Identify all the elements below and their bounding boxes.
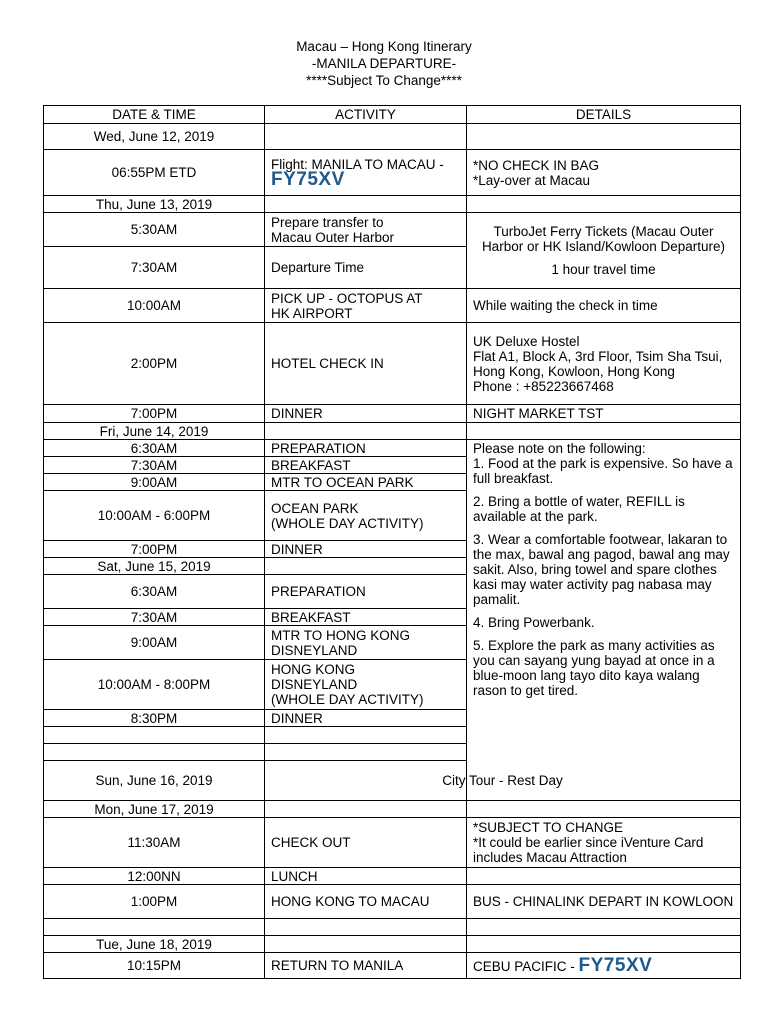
details-cell [467,868,741,885]
column-header-date-time: DATE & TIME [44,106,265,124]
park-notes-cell [467,440,741,801]
date-cell: Mon, June 17, 2019 [44,801,265,818]
park-notes-intro: Please note on the following: [473,441,646,456]
empty-cell [44,744,265,761]
flight-code: FY75XV [578,954,653,976]
ferry-tickets-text: TurboJet Ferry Tickets (Macau Outer Harbor or HK Island/Kowloon Departure) [481,224,726,254]
activity-cell [265,423,467,440]
activity-cell: PICK UP - OCTOPUS AT HK AIRPORT [265,289,467,323]
empty-cell [265,744,467,761]
activity-cell: HONG KONG TO MACAU [265,885,467,919]
hotel-phone: Phone : +85223667468 [473,378,614,394]
activity-cell: RETURN TO MANILA [265,953,467,979]
airline-text: CEBU PACIFIC - [473,958,575,974]
hotel-name: UK Deluxe Hostel [473,333,580,349]
table-row [44,213,741,247]
time-cell: 10:15PM [44,953,265,979]
document-subtitle: -MANILA DEPARTURE- [311,56,457,71]
date-cell: Thu, June 13, 2019 [44,196,265,213]
detail-line: *NO CHECK IN BAG [473,157,600,173]
flight-route-text: Flight: MANILA TO MACAU - [271,157,444,172]
empty-cell [44,727,265,744]
time-cell: 10:00AM - 8:00PM [44,660,265,710]
table-header-row [44,106,741,124]
activity-cell [265,124,467,150]
park-note-item: 3. Wear a comfortable footwear, lakaran to the max, bawal ang pagod, bawal ang may sakit. Also, bring towel and spare clothes kasi may water activity pag nabasa may pamalit. [473,532,730,607]
details-cell [467,423,741,440]
activity-cell: MTR TO OCEAN PARK [265,474,467,491]
ferry-details-cell [467,213,741,289]
activity-cell [265,196,467,213]
table-row [44,440,741,457]
details-cell [467,801,741,818]
table-row [44,919,741,936]
activity-cell: MTR TO HONG KONG DISNEYLAND [265,626,467,660]
activity-cell: PREPARATION [265,440,467,457]
table-row [44,323,741,405]
details-cell: NIGHT MARKET TST [467,405,741,423]
time-cell: 6:30AM [44,440,265,457]
details-cell [467,953,741,979]
activity-cell: DINNER [265,541,467,558]
time-cell: 5:30AM [44,213,265,247]
time-cell: 6:30AM [44,575,265,609]
park-note-item: 4. Bring Powerbank. [473,615,595,630]
details-cell [467,124,741,150]
subject-to-change-note: ****Subject To Change**** [306,73,462,88]
empty-cell [467,919,741,936]
table-row [44,818,741,868]
details-cell: While waiting the check in time [467,289,741,323]
hotel-address: Flat A1, Block A, 3rd Floor, Tsim Sha Tsui, Hong Kong, Kowloon, Hong Kong [473,348,723,379]
itinerary-table [43,105,741,979]
activity-cell: OCEAN PARK (WHOLE DAY ACTIVITY) [265,491,467,541]
activity-cell: DINNER [265,710,467,727]
column-header-activity: ACTIVITY [265,106,467,124]
activity-cell: LUNCH [265,868,467,885]
park-note-item: 5. Explore the park as many activities as you can sayang yung bayad at once in a blue-moon lang tayo dito kaya walang rason to get tired. [473,638,715,698]
empty-cell [265,727,467,744]
activity-cell: Departure Time [265,247,467,289]
time-cell: 11:30AM [44,818,265,868]
table-row [44,196,741,213]
date-cell: Sun, June 16, 2019 [44,761,265,801]
detail-line: *Lay-over at Macau [473,172,591,188]
time-cell: 8:30PM [44,710,265,727]
empty-cell [265,919,467,936]
document-title: Macau – Hong Kong Itinerary [296,39,472,54]
rest-day-cell: City Tour - Rest Day [265,761,741,801]
activity-cell: BREAKFAST [265,609,467,626]
time-cell: 7:00PM [44,541,265,558]
time-cell: 1:00PM [44,885,265,919]
time-cell: 2:00PM [44,323,265,405]
details-cell [467,196,741,213]
activity-cell: BREAKFAST [265,457,467,474]
activity-cell: HONG KONG DISNEYLAND (WHOLE DAY ACTIVITY) [265,660,467,710]
time-cell: 7:30AM [44,247,265,289]
date-cell: Wed, June 12, 2019 [44,124,265,150]
details-cell: *SUBJECT TO CHANGE *It could be earlier since iVenture Card includes Macau Attraction [467,818,741,868]
table-row [44,868,741,885]
table-row [44,289,741,323]
activity-cell [265,801,467,818]
time-cell: 06:55PM ETD [44,150,265,196]
park-note-item: 2. Bring a bottle of water, REFILL is available at the park. [473,494,685,524]
table-row [44,124,741,150]
table-row [44,801,741,818]
table-row [44,761,741,801]
table-row [44,953,741,979]
time-cell: 7:30AM [44,609,265,626]
time-cell: 9:00AM [44,474,265,491]
itinerary-header [0,38,768,89]
activity-cell [265,150,467,196]
activity-cell: Prepare transfer to Macau Outer Harbor [265,213,467,247]
time-cell: 7:00PM [44,405,265,423]
empty-cell [44,919,265,936]
flight-code: FY75XV [271,169,345,190]
activity-cell [265,936,467,953]
column-header-details: DETAILS [467,106,741,124]
date-cell: Sat, June 15, 2019 [44,558,265,575]
date-cell: Tue, June 18, 2019 [44,936,265,953]
details-cell [467,150,741,196]
table-row [44,885,741,919]
table-row [44,936,741,953]
activity-cell: DINNER [265,405,467,423]
time-cell: 12:00NN [44,868,265,885]
activity-cell [265,558,467,575]
details-cell [467,936,741,953]
activity-cell: PREPARATION [265,575,467,609]
time-cell: 9:00AM [44,626,265,660]
table-row [44,423,741,440]
date-cell: Fri, June 14, 2019 [44,423,265,440]
hotel-details-cell [467,323,741,405]
activity-cell: HOTEL CHECK IN [265,323,467,405]
time-cell: 10:00AM [44,289,265,323]
activity-cell: CHECK OUT [265,818,467,868]
details-cell: BUS - CHINALINK DEPART IN KOWLOON [467,885,741,919]
time-cell: 7:30AM [44,457,265,474]
travel-time-text: 1 hour travel time [551,262,656,277]
time-cell: 10:00AM - 6:00PM [44,491,265,541]
table-row [44,150,741,196]
table-row [44,405,741,423]
park-note-item: 1. Food at the park is expensive. So have a full breakfast. [473,456,733,486]
